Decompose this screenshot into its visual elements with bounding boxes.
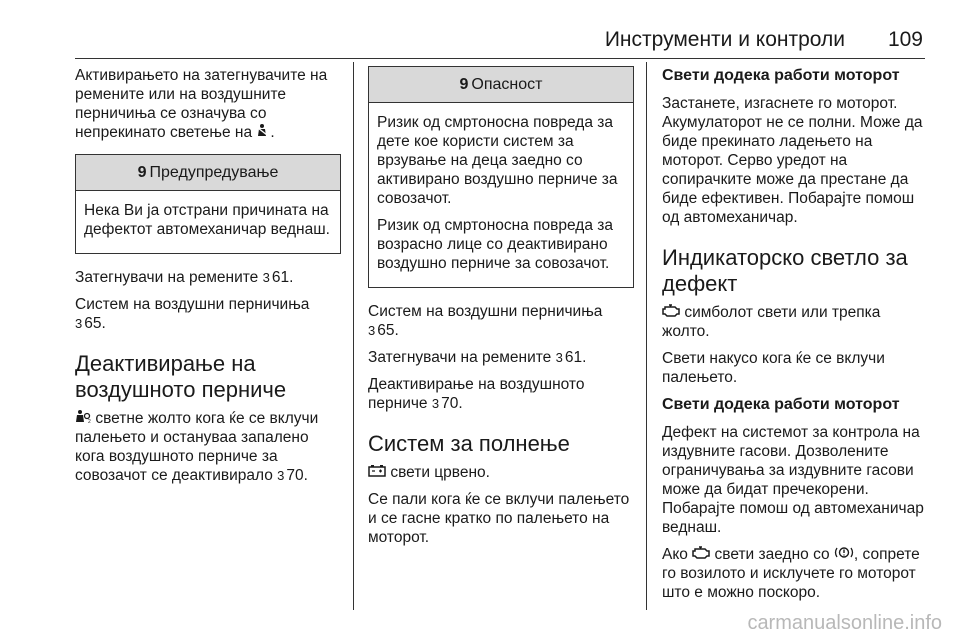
paragraph-airbag-ref: Систем на воздушни перничиња 3 65. [75, 296, 310, 332]
paragraph-airbag-deactivation: 2 светне жолто кога ќе се вклучи палењето и остануваа запалено кога воздушното перниче за совозачот се деактивирало 3 70. [75, 410, 319, 484]
column-divider-1 [353, 62, 354, 610]
seatbelt-pretensioner-icon [256, 123, 270, 142]
paragraph-seatbelt-ref: Затегнувачи на ремените 3 61. [75, 269, 294, 286]
paragraph-emissions: Дефект на системот за контрола на издувните гасови. Дозволените ограничувања за издувните гасови може да бидат пречекорени. Побарајте помош од автомеханичар веднаш. [662, 424, 924, 536]
paragraph-charging: свети црвено. [368, 463, 634, 482]
paragraph-malfunction: симболот свети или трепка жолто. [662, 304, 881, 340]
warning-box-body: Нека Ви ја отстрани причината на дефектот автомеханичар веднаш. [84, 202, 330, 238]
danger-box [368, 66, 634, 288]
warning-box [75, 154, 341, 254]
reference-arrow-icon: 3 [262, 270, 270, 285]
paragraph-ignition: Свети накусо кога ќе се вклучи палењето. [662, 350, 885, 386]
paragraph-charging-detail: Се пали кога ќе се вклучи палењето и се гасне кратко по палењето на моторот. [368, 491, 630, 546]
page-title: Инструменти и контроли [604, 28, 845, 51]
battery-icon [368, 463, 386, 482]
section-heading: Деактивирање на воздушното перниче [75, 351, 287, 402]
paragraph-engine-running: Застанете, изгаснете го моторот. Акумулаторот не се полни. Може да биде прекинато ладењето на моторот. Серво уредот на сопирачките може да престане да биде ефективен. Побарајте помош од автомеханичар. [662, 95, 923, 226]
page-link[interactable]: 65. [377, 322, 399, 339]
page-link[interactable]: 65. [84, 315, 106, 332]
section-heading: Систем за полнење [368, 431, 570, 456]
check-engine-icon [662, 303, 680, 322]
danger-title: Опасност [471, 76, 543, 93]
page-link[interactable]: 61. [564, 349, 587, 366]
reference-arrow-icon: 3 [431, 396, 440, 411]
warning-box-header [76, 155, 340, 191]
column-2 [368, 66, 634, 555]
page-link[interactable]: 70. [441, 395, 463, 412]
watermark: carmanualsonline.info [747, 612, 942, 634]
airbag-off-icon [75, 409, 91, 428]
danger-box-header [369, 67, 633, 103]
column-3 [662, 66, 930, 610]
paragraph-seatbelt-ref: Затегнувачи на ремените 3 61. [368, 349, 587, 366]
reference-arrow-icon: 3 [368, 323, 376, 338]
section-heading: Индикаторско светло за дефект [662, 245, 908, 296]
paragraph-airbag-ref: Систем на воздушни перничиња 3 65. [368, 303, 603, 339]
page-number: 109 [887, 28, 923, 51]
page-header [75, 28, 925, 59]
subheading: Свети додека работи моторот [662, 396, 900, 413]
reference-arrow-icon: 3 [555, 350, 563, 365]
column-1 [75, 66, 341, 493]
warning-icon: 9 [137, 164, 147, 181]
paragraph-intro: Активирањето на затегнувачите на ремените или на воздушните перничиња се означува со непрекинато светење на . [75, 67, 328, 141]
paragraph-stop-vehicle: Ако свети заедно со , сопрете го возилото и исклучете го моторот што е можно поскоро. [662, 546, 920, 601]
column-divider-2 [646, 62, 647, 610]
page-link[interactable]: 70. [286, 467, 308, 484]
danger-box-body: Ризик од смртоносна повреда за дете кое користи систем за врзување на деца заедно со активирано воздушно перниче за совозачот. Ризик од смртоносна повреда за возрасно лице со деактивирано воздушно перниче за совозачот. [377, 114, 618, 272]
svg-text:2: 2 [88, 419, 91, 423]
paragraph-deactivation-ref: Деактивирање на воздушното перниче 3 70. [368, 376, 585, 412]
page-link[interactable]: 61. [271, 269, 294, 286]
steering-fault-icon [834, 545, 854, 564]
subheading: Свети додека работи моторот [662, 67, 900, 84]
warning-title: Предупредување [149, 164, 279, 181]
reference-arrow-icon: 3 [277, 468, 285, 483]
check-engine-icon [692, 545, 710, 564]
reference-arrow-icon: 3 [75, 316, 83, 331]
warning-icon: 9 [459, 76, 469, 93]
